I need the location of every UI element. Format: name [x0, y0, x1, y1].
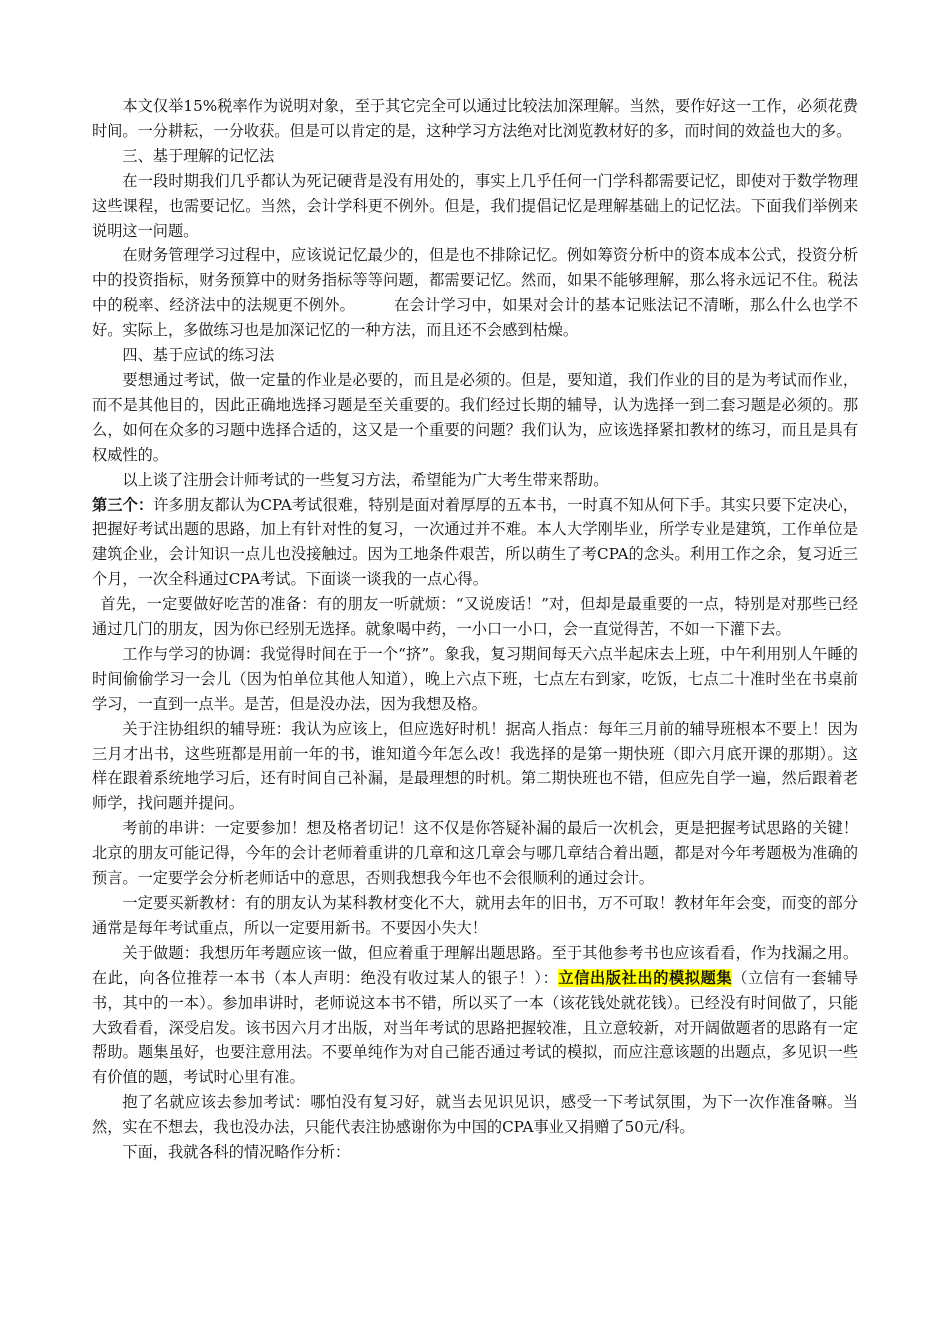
- paragraph-exercises: [92, 941, 858, 1090]
- paragraph-new-textbook: 一定要买新教材：有的朋友认为某科教材变化不大，就用去年的旧书，万不可取！教材年年会变，而变的部分通常是每年考试重点，所以一定要用新书。不要因小失大！: [92, 894, 858, 937]
- exercises-text-after: （立信有一套辅导书，其中的一本）。参加串讲时，老师说这本书不错，所以买了一本（该花钱处就花钱）。已经没有时间做了，只能大致看看，深受启发。该书因六月才出版，对当年考试的思路把握较准，且立意较新，对开阔做题者的思路有一定帮助。题集虽好，也要注意用法。不要单纯作为对自己能否通过考试的模拟，而应注意该题的出题点，多见识一些有价值的题，考试时心里有准。: [92, 968, 859, 1087]
- paragraph-memory-intro: 在一段时期我们几乎都认为死记硬背是没有用处的，事实上几乎任何一门学科都需要记忆，即使对于数学物理这些课程，也需要记忆。当然，会计学科更不例外。但是，我们提倡记忆是理解基础上的记忆法。下面我们举例来说明这一问题。: [92, 171, 858, 240]
- paragraph-financial-management: 在财务管理学习过程中，应该说记忆最少的，但是也不排除记忆。例如筹资分析中的资本成本公式，投资分析中的投资指标，财务预算中的财务指标等等问题，都需要记忆。然而，如果不能够理解，那么将永远记不住。税法中的税率、经济法中的法规更不例外。 在会计学习中，如果对会计的基本记账法记不清晰，那么什么也学不好。实际上，多做练习也是加深记忆的一种方法，而且还不会感到枯燥。: [92, 246, 858, 340]
- heading-practice-method: 四、基于应试的练习法: [122, 346, 275, 365]
- paragraph-tax-rate: 本文仅举15%税率作为说明对象，至于其它完全可以通过比较法加深理解。当然，要作好这一工作，必须花费时间。一分耕耘，一分收获。但是可以肯定的是，这种学习方法绝对比浏览教材好的多，而时间的效益也大的多。: [92, 97, 858, 140]
- paragraph-third: [92, 493, 858, 593]
- paragraph-review-lecture: 考前的串讲：一定要参加！想及格者切记！这不仅是你答疑补漏的最后一次机会，更是把握考试思路的关键！北京的朋友可能记得，今年的会计老师着重讲的几章和这几章会与哪几章结合着出题，都是对今年考题极为准确的预言。一定要学会分析老师话中的意思，否则我想我今年也不会很顺利的通过会计。: [92, 819, 858, 888]
- paragraph-work-study: 工作与学习的协调：我觉得时间在于一个“挤”。象我，复习期间每天六点半起床去上班，中午利用别人午睡的时间偷偷学习一会儿（因为怕单位其他人知道），晚上六点下班，七点左右到家，吃饭，七点二十准时坐在书桌前学习，一直到一点半。是苦，但是没办法，因为我想及格。: [92, 644, 858, 713]
- third-label: 第三个：: [92, 495, 154, 514]
- paragraph-practice: 要想通过考试，做一定量的作业是必要的，而且是必须的。但是，要知道，我们作业的目的是为考试而作业，而不是其他目的，因此正确地选择习题是至关重要的。我们经过长期的辅导，认为选择一到二套习题是必须的。那么，如何在众多的习题中选择合适的，这又是一个重要的问题？我们认为，应该选择紧扣教材的练习，而且是具有权威性的。: [92, 370, 858, 464]
- heading-memory-method: 三、基于理解的记忆法: [122, 146, 275, 165]
- paragraph-analysis-intro: 下面，我就各科的情况略作分析：: [122, 1143, 351, 1162]
- third-text: 许多朋友都认为CPA考试很难，特别是面对着厚厚的五本书，一时真不知从何下手。其实只要下定决心，把握好考试出题的思路，加上有针对性的复习，一次通过并不难。本人大学刚毕业，所学专业是建筑，工作单位是建筑企业，会计知识一点儿也没接触过。因为工地条件艰苦，所以萌生了考CPA的念头。利用工作之余，复习近三个月，一次全科通过CPA考试。下面谈一谈我的一点心得。: [92, 495, 858, 589]
- document-body: [92, 94, 858, 1165]
- paragraph-take-exam: 抱了名就应该去参加考试：哪怕没有复习好，就当去见识见识，感受一下考试氛围，为下一次作准备嘛。当然，实在不想去，我也没办法，只能代表注协感谢你为中国的CPA事业又捐赠了50元/科。: [92, 1093, 858, 1137]
- paragraph-tutoring-class: 关于注协组织的辅导班：我认为应该上，但应选好时机！据高人指点：每年三月前的辅导班根本不要上！因为三月才出书，这些班都是用前一年的书，谁知道今年怎么改！我选择的是第一期快班（即六月底开课的那期）。这样在跟着系统地学习后，还有时间自己补漏，是最理想的时机。第二期快班也不错，但应先自学一遍，然后跟着老师学，找问题并提问。: [92, 719, 858, 813]
- paragraph-summary: 以上谈了注册会计师考试的一些复习方法，希望能为广大考生带来帮助。: [122, 470, 609, 489]
- paragraph-hardship: 首先，一定要做好吃苦的准备：有的朋友一听就烦：“又说废话！”对，但却是最重要的一点，特别是对那些已经通过几门的朋友，因为你已经别无选择。就象喝中药，一小口一小口，会一直觉得苦，不如一下灌下去。: [92, 595, 858, 639]
- exercises-text-before: 关于做题：我想历年考题应该一做，但应着重于理解出题思路。至于其他参考书也应该看看，作为找漏之用。在此，向各位推荐一本书（本人声明：绝没有收过某人的银子！）：: [92, 943, 858, 987]
- highlighted-book-title: 立信出版社出的模拟题集: [558, 968, 733, 987]
